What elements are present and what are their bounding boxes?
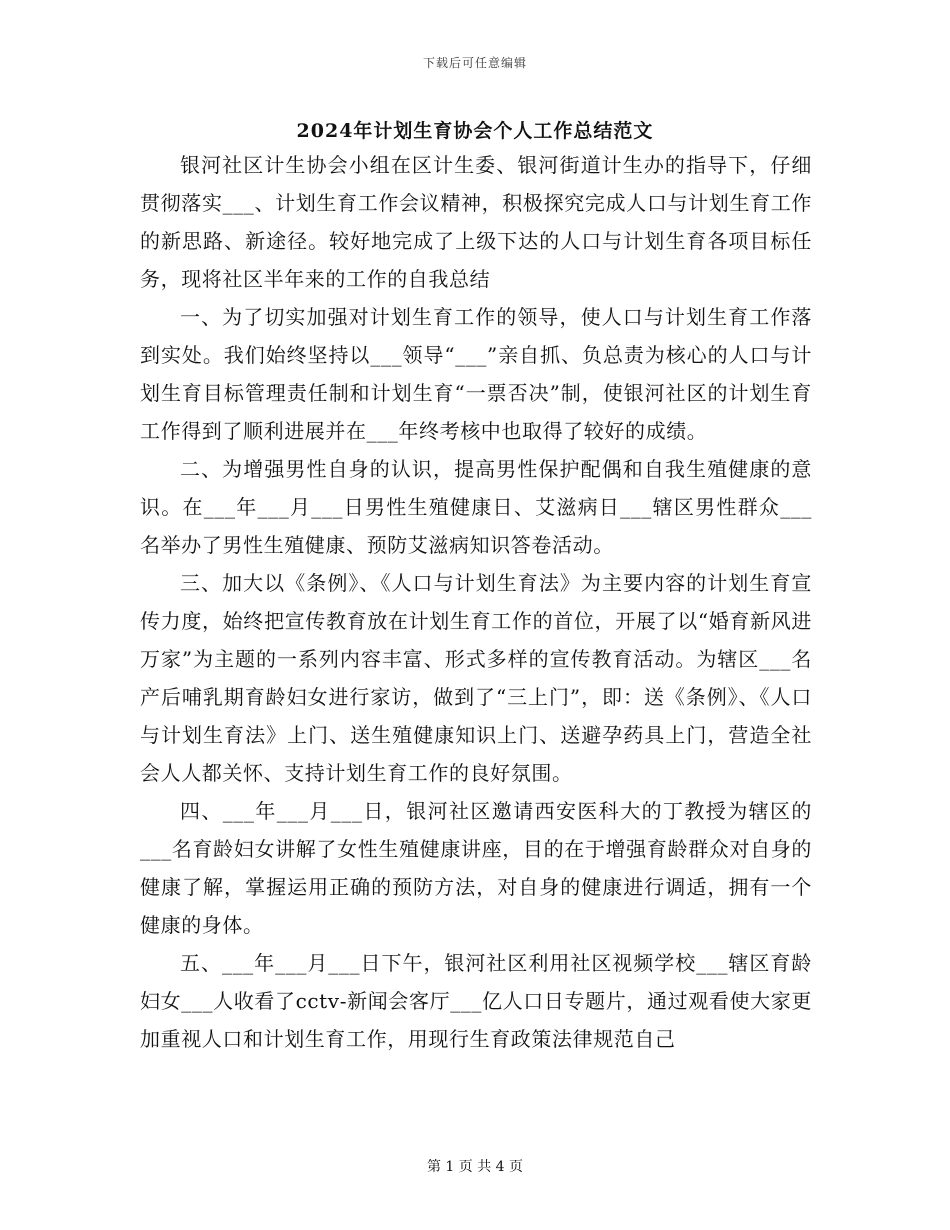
paragraph-section-2: 二、为增强男性自身的认识，提高男性保护配偶和自我生殖健康的意识。在___年___月___日男性生殖健康日、艾滋病日___辖区男性群众___名举办了男性生殖健康、预防艾滋病知识答卷活动。	[140, 457, 812, 557]
page-footer: 第 1 页 共 4 页	[426, 1159, 524, 1175]
header-note: 下载后可任意编辑	[422, 56, 527, 70]
document-body	[140, 146, 812, 1058]
paragraph-section-1: 一、为了切实加强对计划生育工作的领导，使人口与计划生育工作落到实处。我们始终坚持以___领导“___”亲自抓、负总责为核心的人口与计划生育目标管理责任制和计划生育“一票否决”制，使银河社区的计划生育工作得到了顺利进展并在___年终考核中也取得了较好的成绩。	[140, 305, 812, 443]
document-title: 2024年计划生育协会个人工作总结范文	[296, 120, 654, 142]
paragraph-section-4: 四、___年___月___日，银河社区邀请西安医科大的丁教授为辖区的___名育龄妇女讲解了女性生殖健康讲座，目的在于增强育龄群众对自身的健康了解，掌握运用正确的预防方法，对自身的健康进行调适，拥有一个健康的身体。	[140, 799, 812, 937]
paragraph-section-3: 三、加大以《条例》、《人口与计划生育法》为主要内容的计划生育宣传力度，始终把宣传教育放在计划生育工作的首位，开展了以“婚育新风进万家”为主题的一系列内容丰富、形式多样的宣传教育活动。为辖区___名产后哺乳期育龄妇女进行家访，做到了“三上门”，即：送《条例》、《人口与计划生育法》上门、送生殖健康知识上门、送避孕药具上门，营造全社会人人都关怀、支持计划生育工作的良好氛围。	[140, 571, 812, 785]
paragraph-section-5: 五、___年___月___日下午，银河社区利用社区视频学校___辖区育龄妇女___人收看了cctv-新闻会客厅___亿人口日专题片，通过观看使大家更加重视人口和计划生育工作，用现行生育政策法律规范自己	[140, 951, 812, 1051]
paragraph-intro: 银河社区计生协会小组在区计生委、银河街道计生办的指导下，仔细贯彻落实___、计划生育工作会议精神，积极探究完成人口与计划生育工作的新思路、新途径。较好地完成了上级下达的人口与计划生育各项目标任务，现将社区半年来的工作的自我总结	[140, 153, 812, 291]
